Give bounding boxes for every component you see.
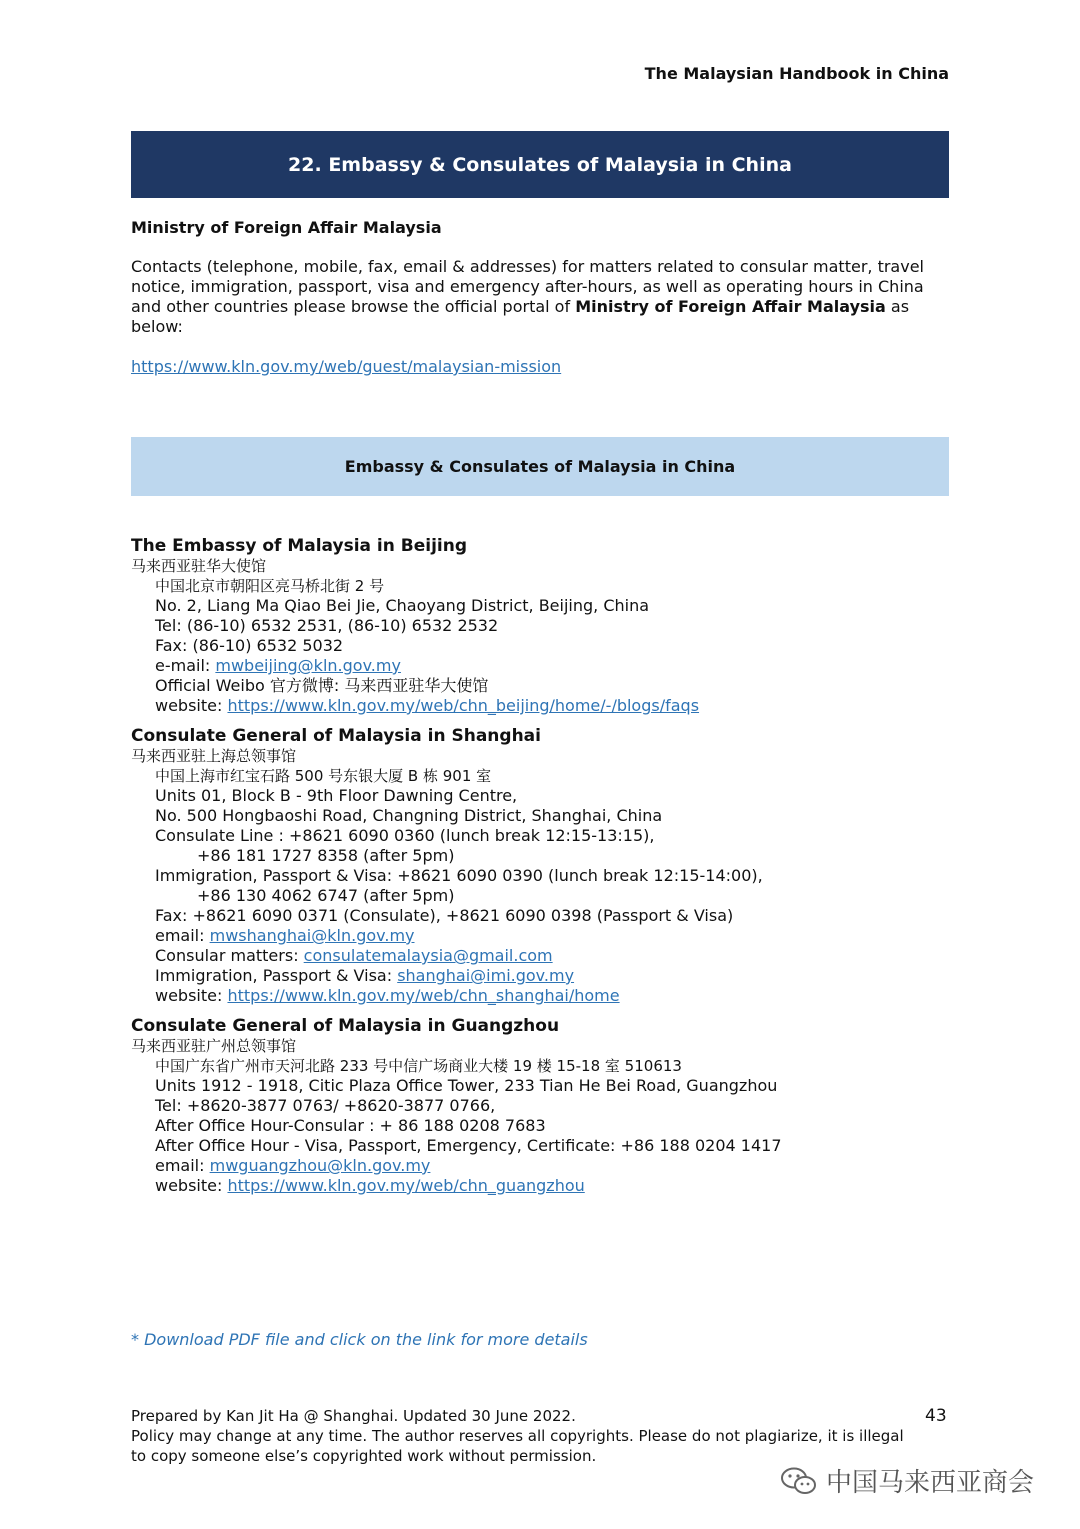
office-address: No. 500 Hongbaoshi Road, Changning District, Shanghai, China <box>155 806 663 825</box>
office-website-row <box>131 1176 971 1196</box>
email-label: email: <box>155 926 210 945</box>
page-number: 43 <box>925 1406 947 1426</box>
watermark <box>780 1462 1034 1499</box>
office-tel: Tel: (86-10) 6532 2531, (86-10) 6532 2532 <box>155 616 499 635</box>
office-guangzhou <box>131 1016 971 1196</box>
office-consulate-line: Consulate Line : +8621 6090 0360 (lunch break 12:15-13:15), <box>155 826 655 845</box>
intro-text: Contacts (telephone, mobile, fax, email & addresses) for matters related to consular matter, travel notice, immigration, passport, visa and emergency after-hours, as well as operating hours in China and other countries please browse the official portal of <box>131 257 924 316</box>
office-tel: Tel: +8620-3877 0763/ +8620-3877 0766, <box>155 1096 496 1115</box>
website-link[interactable]: https://www.kln.gov.my/web/chn_beijing/home/-/blogs/faqs <box>227 696 700 715</box>
office-email-row <box>131 1156 971 1176</box>
office-consular-row <box>131 946 971 966</box>
download-note: * Download PDF file and click on the link for more details <box>131 1330 588 1349</box>
office-cn-name: 马来西亚驻华大使馆 <box>131 557 267 575</box>
office-fax: Fax: (86-10) 6532 5032 <box>155 636 344 655</box>
website-label: website: <box>155 986 228 1005</box>
intro-bold: Ministry of Foreign Affair Malaysia <box>575 297 886 316</box>
office-name: Consulate General of Malaysia in Guangzhou <box>131 1016 560 1036</box>
office-name: Consulate General of Malaysia in Shanghai <box>131 726 541 746</box>
office-address: Units 1912 - 1918, Citic Plaza Office Tower, 233 Tian He Bei Road, Guangzhou <box>155 1076 778 1095</box>
office-cn-address: 中国上海市红宝石路 500 号东银大厦 B 栋 901 室 <box>155 767 492 785</box>
office-cn-name: 马来西亚驻上海总领事馆 <box>131 747 297 765</box>
office-email-row <box>131 926 971 946</box>
consular-label: Consular matters: <box>155 946 304 965</box>
footer-prepared-by: Prepared by Kan Jit Ha @ Shanghai. Updated 30 June 2022. <box>131 1407 576 1425</box>
office-fax: Fax: +8621 6090 0371 (Consulate), +8621 6090 0398 (Passport & Visa) <box>155 906 734 925</box>
office-cn-address: 中国北京市朝阳区亮马桥北街 2 号 <box>155 577 385 595</box>
email-link[interactable]: mwbeijing@kln.gov.my <box>215 656 401 675</box>
office-after-hours-visa: After Office Hour - Visa, Passport, Emergency, Certificate: +86 188 0204 1417 <box>155 1136 782 1155</box>
website-label: website: <box>155 696 228 715</box>
email-label: email: <box>155 1156 210 1175</box>
footer-copyright: Policy may change at any time. The author reserves all copyrights. Please do not plagiarize, it is illegal to copy someone else’s copyrighted work without permission. <box>131 1427 904 1465</box>
office-shanghai <box>131 726 971 1006</box>
page-footer <box>131 1406 911 1466</box>
email-link[interactable]: mwguangzhou@kln.gov.my <box>209 1156 431 1175</box>
offices-list <box>131 536 971 1206</box>
immigration-email-link[interactable]: shanghai@imi.gov.my <box>397 966 575 985</box>
office-after-hours-consular: After Office Hour-Consular : + 86 188 0208 7683 <box>155 1116 546 1135</box>
wechat-icon <box>780 1466 818 1496</box>
office-beijing <box>131 536 971 716</box>
consular-email-link[interactable]: consulatemalaysia@gmail.com <box>303 946 553 965</box>
office-website-row <box>131 986 971 1006</box>
email-label: e-mail: <box>155 656 216 675</box>
section-title: 22. Embassy & Consulates of Malaysia in China <box>131 131 949 198</box>
ministry-section <box>131 218 951 377</box>
watermark-text: 中国马来西亚商会 <box>826 1468 1035 1498</box>
intro-text-end: as below: <box>131 297 910 336</box>
ministry-intro <box>131 257 951 337</box>
office-immigration-line-after: +86 130 4062 6747 (after 5pm) <box>197 886 455 905</box>
office-consulate-line-after: +86 181 1727 8358 (after 5pm) <box>197 846 455 865</box>
website-label: website: <box>155 1176 228 1195</box>
immigration-label: Immigration, Passport & Visa: <box>155 966 398 985</box>
office-immigration-email-row <box>131 966 971 986</box>
ministry-portal-link[interactable]: https://www.kln.gov.my/web/guest/malaysian-mission <box>131 357 562 376</box>
website-link[interactable]: https://www.kln.gov.my/web/chn_guangzhou <box>227 1176 585 1195</box>
subsection-header: Embassy & Consulates of Malaysia in China <box>131 437 949 496</box>
office-immigration-line: Immigration, Passport & Visa: +8621 6090 0390 (lunch break 12:15-14:00), <box>155 866 763 885</box>
office-address: No. 2, Liang Ma Qiao Bei Jie, Chaoyang District, Beijing, China <box>155 596 650 615</box>
office-website-row <box>131 696 971 716</box>
office-address: Units 01, Block B - 9th Floor Dawning Centre, <box>155 786 518 805</box>
office-cn-address: 中国广东省广州市天河北路 233 号中信广场商业大楼 19 楼 15-18 室 510613 <box>155 1057 682 1075</box>
office-email-row <box>131 656 971 676</box>
office-weibo: Official Weibo 官方微博: 马来西亚驻华大使馆 <box>155 676 489 695</box>
running-title: The Malaysian Handbook in China <box>644 64 949 83</box>
email-link[interactable]: mwshanghai@kln.gov.my <box>209 926 415 945</box>
office-cn-name: 马来西亚驻广州总领事馆 <box>131 1037 297 1055</box>
office-name: The Embassy of Malaysia in Beijing <box>131 536 468 556</box>
ministry-heading: Ministry of Foreign Affair Malaysia <box>131 218 442 237</box>
website-link[interactable]: https://www.kln.gov.my/web/chn_shanghai/home <box>227 986 620 1005</box>
